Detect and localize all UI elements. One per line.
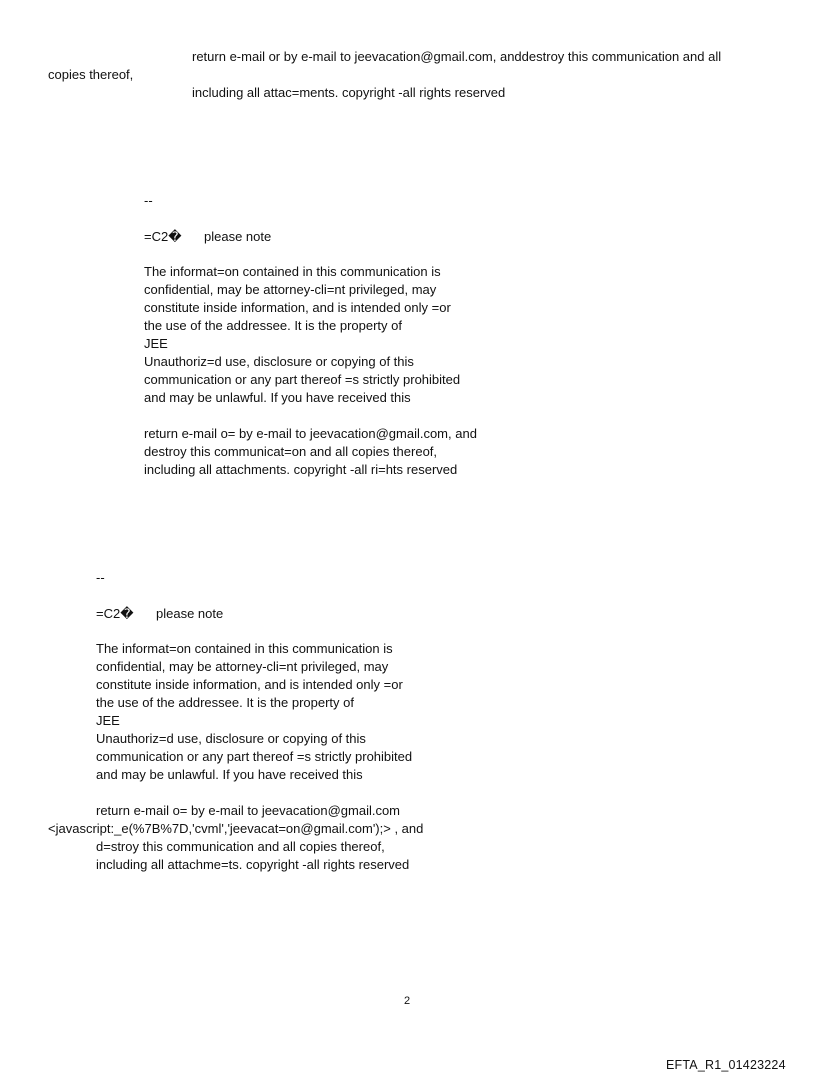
paragraph-line: confidential, may be attorney-cli=nt privileged, may: [144, 282, 437, 297]
return-line: including all attachme=ts. copyright -all rights reserved: [96, 857, 410, 872]
return-line: return e-mail o= by e-mail to jeevacation@gmail.com: [96, 803, 401, 818]
return-line: return e-mail o= by e-mail to jeevacation@gmail.com, and: [144, 426, 477, 441]
document-id: EFTA_R1_01423224: [666, 1058, 786, 1072]
note-code: =C2�: [96, 606, 134, 621]
paragraph-line: constitute inside information, and is intended only =or: [144, 300, 451, 315]
page-number: 2: [404, 995, 411, 1007]
paragraph-line: the use of the addressee. It is the property of: [144, 318, 402, 333]
paragraph-line: JEE: [144, 336, 168, 351]
paragraph-line: and may be unlawful. If you have received this: [144, 390, 411, 405]
javascript-link-text: <javascript:_e(%7B%7D,'cvml','jeevacat=on@gmail.com');> , and: [48, 821, 424, 836]
paragraph-line: and may be unlawful. If you have received this: [96, 767, 363, 782]
separator: --: [144, 193, 153, 208]
note-code: =C2�: [144, 229, 182, 244]
paragraph-line: communication or any part thereof =s strictly prohibited: [96, 749, 413, 764]
return-line: d=stroy this communication and all copies thereof,: [96, 839, 385, 854]
intro-line-2: copies thereof,: [48, 67, 134, 82]
intro-line-3: including all attac=ments. copyright -all rights reserved: [192, 85, 506, 100]
paragraph-line: constitute inside information, and is intended only =or: [96, 677, 403, 692]
note-heading: please note: [204, 229, 272, 244]
intro-line-1: return e-mail or by e-mail to jeevacation@gmail.com, anddestroy this communication and all: [192, 49, 722, 64]
paragraph-line: the use of the addressee. It is the property of: [96, 695, 354, 710]
paragraph-line: JEE: [96, 713, 120, 728]
paragraph-line: The informat=on contained in this communication is: [144, 264, 441, 279]
paragraph-line: Unauthoriz=d use, disclosure or copying of this: [96, 731, 366, 746]
paragraph-line: communication or any part thereof =s strictly prohibited: [144, 372, 461, 387]
paragraph-line: confidential, may be attorney-cli=nt privileged, may: [96, 659, 389, 674]
note-heading: please note: [156, 606, 224, 621]
paragraph-line: Unauthoriz=d use, disclosure or copying of this: [144, 354, 414, 369]
return-line: including all attachments. copyright -all ri=hts reserved: [144, 462, 458, 477]
separator: --: [96, 570, 105, 585]
paragraph-line: The informat=on contained in this communication is: [96, 641, 393, 656]
return-line: destroy this communicat=on and all copies thereof,: [144, 444, 438, 459]
